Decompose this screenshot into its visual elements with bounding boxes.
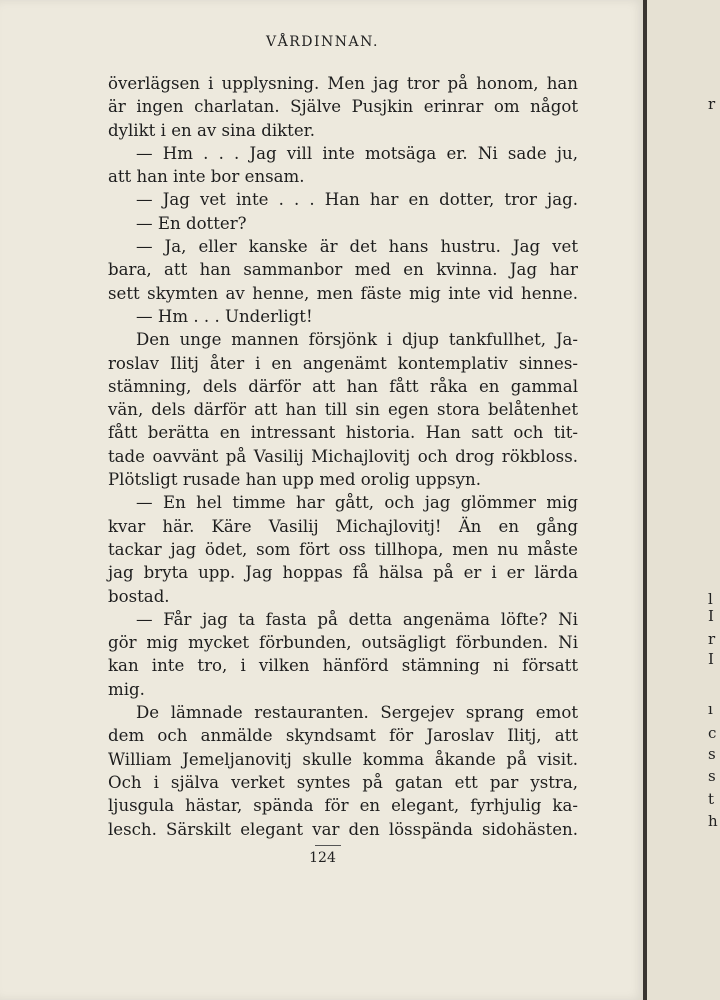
text-line: att han inte bor ensam. [108, 167, 305, 187]
text-line: roslav Ilitj åter i en angenämt kontemplativ sinnes- [108, 353, 578, 373]
edge-glyph: h [708, 812, 718, 830]
text-line: — Jag vet inte . . . Han har en dotter, tror jag. [136, 190, 578, 210]
running-title: VÅRDINNAN. [266, 34, 379, 50]
text-line: dem och anmälde skyndsamt för Jaroslav Ilitj, att [108, 726, 578, 746]
text-line: fått berätta en intressant historia. Han satt och tit- [108, 423, 578, 443]
text-line: — Hm . . . Jag vill inte motsäga er. Ni sade ju, [136, 143, 578, 163]
text-line: bara, att han sammanbor med en kvinna. Jag har [108, 260, 578, 280]
edge-glyph: c [708, 724, 717, 742]
text-line: överlägsen i upplysning. Men jag tror på honom, han [108, 74, 578, 93]
text-line: kan inte tro, i vilken hänförd stämning ni försatt [108, 656, 578, 676]
text-line: mig. [108, 679, 145, 699]
page-number: 124 [309, 850, 336, 866]
text-line: William Jemeljanovitj skulle komma åkande på visit. [108, 749, 578, 769]
text-line: De lämnade restauranten. Sergejev sprang emot [136, 703, 578, 723]
text-line: — Hm . . . Underligt! [136, 306, 313, 326]
edge-glyph: I [708, 607, 714, 625]
text-line: — Ja, eller kanske är det hans hustru. Jag vet [136, 237, 578, 257]
edge-glyph: s [708, 745, 716, 763]
text-line: bostad. [108, 586, 170, 606]
text-line: gör mig mycket förbunden, outsägligt förbunden. Ni [108, 633, 578, 653]
text-line: — En dotter? [136, 213, 247, 233]
text-line: vän, dels därför att han till sin egen stora belåtenhet [108, 400, 578, 420]
text-line: Den unge mannen försjönk i djup tankfullhet, Ja- [136, 330, 578, 350]
folio-rule [315, 845, 341, 846]
text-line: Plötsligt rusade han upp med orolig uppsyn. [108, 470, 481, 490]
edge-glyph: s [708, 767, 716, 785]
text-line: kvar här. Käre Vasilij Michajlovitj! Än en gång [108, 516, 578, 536]
edge-glyph: l [708, 590, 713, 608]
text-line: sett skymten av henne, men fäste mig inte vid henne. [108, 283, 578, 303]
edge-glyph: ı [708, 700, 713, 718]
text-line: tackar jag ödet, som fört oss tillhopa, men nu måste [108, 539, 578, 559]
edge-glyph: I [708, 650, 714, 668]
text-line: ljusgula hästar, spända för en elegant, fyrhjulig ka- [108, 796, 578, 816]
edge-glyph: r [708, 630, 716, 648]
adjacent-page-edge [647, 0, 720, 1000]
text-line: lesch. Särskilt elegant var den lösspända sidohästen. [108, 819, 578, 839]
text-line: — En hel timme har gått, och jag glömmer mig [136, 493, 578, 513]
text-line: jag bryta upp. Jag hoppas få hälsa på er i er lärda [108, 563, 578, 583]
text-line: dylikt i en av sina dikter. [108, 120, 316, 140]
text-line: tade oavvänt på Vasilij Michajlovitj och drog rökbloss. [108, 446, 578, 466]
text-line: — Får jag ta fasta på detta angenäma löfte? Ni [136, 609, 578, 629]
body-text [108, 72, 578, 841]
text-line: är ingen charlatan. Själve Pusjkin erinrar om något [108, 97, 578, 117]
text-line: stämning, dels därför att han fått råka en gammal [108, 376, 578, 396]
edge-glyph: r [708, 95, 716, 113]
edge-glyph: t [708, 790, 715, 808]
text-line: Och i själva verket syntes på gatan ett par ystra, [108, 772, 578, 792]
